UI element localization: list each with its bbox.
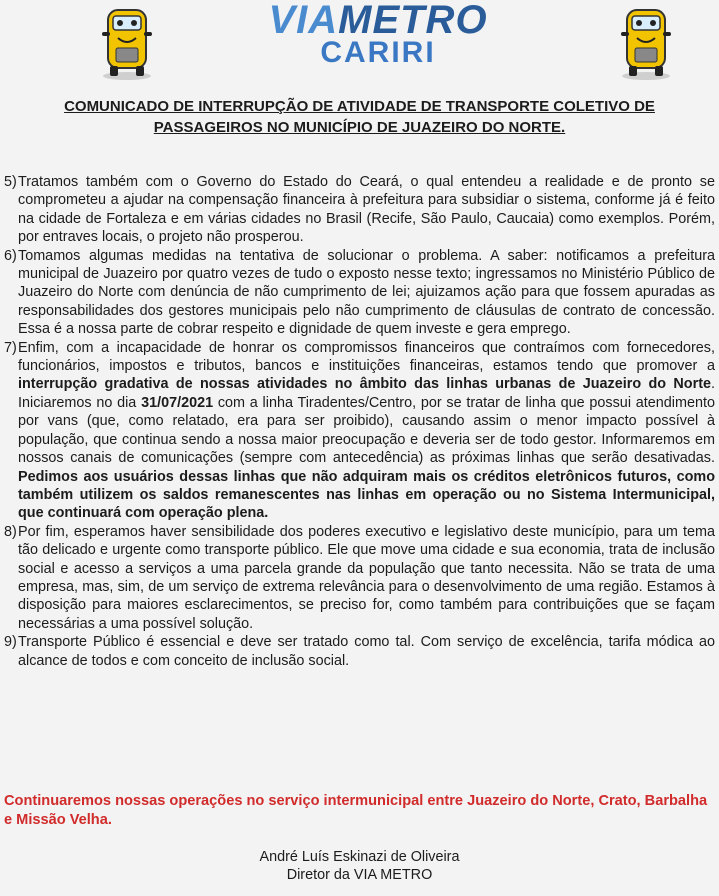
list-item	[4, 633, 715, 670]
signatory-role: Diretor da VIA METRO	[286, 867, 433, 883]
header	[0, 0, 719, 92]
logo-via: VIA	[268, 0, 339, 42]
item-number: 6)	[4, 247, 17, 264]
list-item	[4, 523, 715, 633]
logo-metro: METRO	[338, 0, 488, 42]
list-item	[4, 247, 715, 339]
list-item	[4, 339, 715, 523]
signature-block	[0, 848, 719, 884]
signatory-name: André Luís Eskinazi de Oliveira	[259, 849, 460, 865]
text-part: Enfim, com a incapacidade de honrar os compromissos financeiros que contraímos com fornecedores, funcionários, impostos e tributos, bancos e instituições financeiras, estamos tendo que promover a	[18, 339, 715, 375]
bold-text: interrupção gradativa de nossas atividades no âmbito das linhas urbanas de Juazeiro do Norte	[18, 376, 711, 393]
item-text: Tratamos também com o Governo do Estado do Ceará, o qual entendeu a realidade e de pronto se comprometeu a ajudar na compensação financeira à prefeitura para subsidiar o sistema, conforme já é feito na cidade de Fortaleza e em várias cidades no Brasil (Recife, São Paulo, Caucaia) como exemplos. Porém, por entraves locais, o projeto não prosperou.	[18, 174, 715, 246]
item-text: Por fim, esperamos haver sensibilidade dos poderes executivo e legislativo deste município, para um tema tão delicado e urgente como transporte público. Ele que move uma cidade e sua economia, trata de inclusão social e acesso a serviços a uma parcela grande da população que tanto necessita. Não se trata de uma empresa, mas, sim, de um serviço de extrema relevância para o desenvolvimento de uma região. Estamos à disposição para maiores esclarecimentos, se preciso for, como também para contribuições que se façam necessárias a uma possível solução.	[18, 523, 715, 632]
item-number: 8)	[4, 523, 17, 540]
text-part: com a linha Tiradentes/Centro, por se tratar de linha que possui atendimento por vans (que, como relatado, era para ser proibido), causando assim o menor impacto possível à população, que continua sendo a nossa maior preocupação e deveria ser de todo gestor. Informaremos em nossos canais de comunicações (sempre com antecedência) as próximas linhas que serão desativadas.	[18, 394, 715, 467]
item-number: 7)	[4, 339, 17, 356]
document-body	[4, 173, 715, 670]
list-item	[4, 173, 715, 247]
item-text: Transporte Público é essencial e deve ser tratado como tal. Com serviço de excelência, tarifa módica ao alcance de todos e com conceito de inclusão social.	[18, 634, 715, 669]
bus-mascot-icon	[615, 2, 677, 82]
item-text: Tomamos algumas medidas na tentativa de solucionar o problema. A saber: notificamos a prefeitura municipal de Juazeiro por quatro vezes de tudo o exposto nesse texto; ingressamos no Ministério Público de Juazeiro do Norte com denúncia de não cumprimento de lei; ajuizamos ação para que fossem apuradas as responsabilidades dos gestores municipais pelo não cumprimento de cláusulas de contrato de concessão. Essa é a nossa parte de cobrar respeito e dignidade de quem investe e gera emprego.	[18, 247, 715, 338]
item-number: 5)	[4, 174, 17, 190]
company-logo	[228, 0, 528, 68]
logo-city: CARIRI	[320, 36, 436, 69]
highlight-note: Continuaremos nossas operações no serviço intermunicipal entre Juazeiro do Norte, Crato, Barbalha e Missão Velha.	[4, 793, 708, 828]
item-number: 9)	[4, 634, 17, 651]
bus-mascot-icon	[96, 2, 158, 82]
bold-date: 31/07/2021	[141, 394, 214, 411]
item-text	[18, 339, 715, 523]
text-part: . Iniciaremos no dia	[18, 376, 715, 411]
document-title: COMUNICADO DE INTERRUPÇÃO DE ATIVIDADE DE TRANSPORTE COLETIVO DE PASSAGEIROS NO MUNICÍPIO DE JUAZEIRO DO NORTE.	[64, 98, 655, 136]
bold-text: Pedimos aos usuários dessas linhas que não adquiram mais os créditos eletrônicos futuros, como também utilizem os saldos remanescentes nas linhas em operação ou no Sistema Intermunicipal, que continuará com operação plena.	[18, 468, 715, 522]
